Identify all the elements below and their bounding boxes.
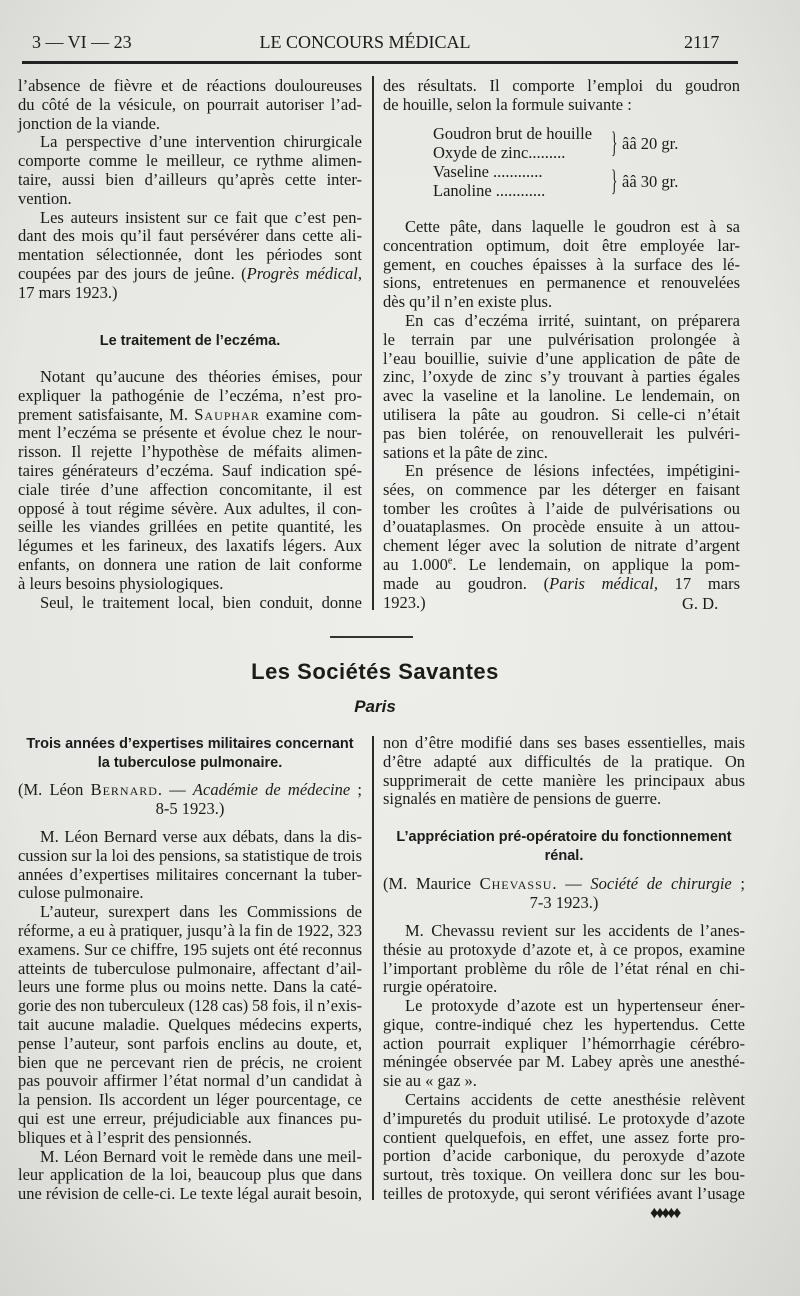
line-text: tait aucune maladie. Quelques médecins experts, — [18, 1014, 362, 1034]
article-heading — [18, 332, 362, 351]
text-line — [383, 425, 740, 444]
line-text: Les auteurs insistent sur ce fait que c’est pen- — [40, 207, 362, 227]
text-segment: 17 mars — [657, 573, 740, 593]
line-text: contient quelquefois, en effet, une assez forte pro- — [383, 1127, 745, 1147]
text-segment: . — — [552, 874, 591, 893]
text-line — [18, 1129, 362, 1148]
line-text: de houille, selon la formule suivante : — [383, 94, 632, 114]
line-text: signalés en matière de pensions de guerre. — [383, 789, 662, 809]
text-line — [18, 332, 362, 351]
line-text: teilles de protoxyde, qui seront vérifiées avant l’usage — [383, 1183, 745, 1203]
text-line — [383, 1147, 745, 1166]
text-line — [18, 1072, 362, 1091]
line-text: comporte comme le meilleur, ce rythme alimen- — [18, 151, 362, 171]
text-line — [18, 462, 362, 481]
text-line — [383, 274, 740, 293]
text-line — [18, 209, 362, 228]
article-heading — [18, 735, 362, 773]
section-title: Les Sociétés Savantes — [251, 659, 499, 684]
paragraph — [18, 133, 362, 208]
text-line — [18, 978, 362, 997]
line-text: Notant qu’aucune des théories émises, pour — [40, 367, 362, 386]
text-line — [18, 96, 362, 115]
line-text: sions, entretenues en permanence et renouvelées — [383, 273, 740, 293]
text-line — [383, 518, 740, 537]
brace-icon: } — [611, 126, 618, 159]
text-line — [383, 350, 740, 369]
line-text: M. Chevassu revient sur les accidents de l’anes- — [405, 921, 745, 940]
text-line — [383, 734, 745, 753]
line-text: M. Léon Bernard verse aux débats, dans la dis- — [40, 827, 362, 846]
text-line — [383, 256, 740, 275]
header-rule — [22, 61, 738, 64]
line-text: leurs une forme plus ou moins nette. Dans la caté- — [18, 977, 362, 997]
text-line — [383, 922, 745, 941]
line-text: seille les viandes grillées en petite quantité, les — [18, 517, 362, 537]
line-text: cussion sur la loi des pensions, sa statistique de trois — [18, 845, 362, 865]
line-text: gorie des non tuberculeux (128 cas) 58 fois, il n’exis- — [18, 996, 362, 1016]
paragraph — [18, 209, 362, 303]
text-segment: . Le lendemain, on applique la pom- — [452, 554, 740, 574]
line-text: gique, contre-indiqué chez les hypertendus. Cette — [383, 1014, 745, 1034]
text-line — [383, 1035, 745, 1054]
text-line — [18, 575, 362, 594]
line-text: Le protoxyde d’azote est un hypertenseur éner- — [405, 996, 745, 1015]
line-text: En cas d’eczéma irrité, suintant, on préparera — [405, 311, 740, 330]
line-text: d’être adapté aux difficultés de la pratique. On — [383, 751, 745, 771]
text-line — [18, 1110, 362, 1129]
text-line — [18, 847, 362, 866]
line-text: supprimerait de cette manière les principaux abus — [383, 770, 745, 790]
text-line — [383, 462, 740, 481]
paragraph — [18, 1148, 362, 1204]
author-name: Chevassu — [479, 874, 553, 893]
text-line — [383, 77, 740, 96]
signature: G. D. — [682, 594, 719, 613]
line-text: jonction de la viande. — [18, 113, 161, 133]
text-line — [18, 387, 362, 406]
line-text: atteints de tuberculose pulmonaire, affectant d’ail- — [18, 958, 362, 978]
line-text — [18, 265, 362, 284]
text-line — [18, 518, 362, 537]
line-text: L’appréciation pré-opératoire du fonctionnement — [396, 829, 732, 845]
paragraph — [18, 903, 362, 1147]
line-text: Cette pâte, dans laquelle le goudron est à sa — [405, 217, 740, 236]
text-line — [18, 133, 362, 152]
line-text: taires générateurs d’eczéma. Sauf indication spé- — [18, 460, 362, 480]
text-line — [383, 978, 745, 997]
line-text: taire, aussi bien d’ailleurs qu’après cette inter- — [18, 169, 362, 189]
line-text: 1923.) — [383, 592, 426, 612]
line-text: bien que ne percevant rien de précis, ne croient — [18, 1052, 362, 1072]
text-segment: e — [447, 555, 453, 567]
text-line — [18, 884, 362, 903]
line-text: pense l’auteur, sont parfois enclins au doute, et, — [18, 1033, 362, 1053]
text-line — [18, 171, 362, 190]
line-text: pas pouvoir affirmer l’état normal d’un candidat à — [18, 1071, 362, 1091]
formula-table — [433, 124, 733, 204]
text-line — [18, 556, 362, 575]
line-text: mentation sélectionnée, dont les périodes sont — [18, 245, 362, 265]
text-line — [18, 284, 362, 303]
text-line — [18, 997, 362, 1016]
text-line — [18, 1054, 362, 1073]
paragraph — [383, 922, 745, 997]
text-line — [18, 537, 362, 556]
paragraph — [383, 312, 740, 462]
line-text: M. Léon Bernard voit le remède dans une meil- — [40, 1146, 362, 1166]
line-text: tomber les croûtes à l’aide de pulvérisations ou — [383, 498, 740, 518]
line-text: à leurs besoins physiologiques. — [18, 573, 224, 593]
italic-text: Académie de médecine — [192, 780, 351, 799]
line-text: utilisera la pâte au goudron. Si celle-ci n’était — [383, 404, 740, 424]
paragraph — [18, 368, 362, 594]
text-line — [18, 1166, 362, 1185]
text-segment: made au goudron. ( — [383, 573, 550, 593]
column-divider — [372, 736, 374, 1200]
line-text: culose pulmonaire. — [18, 883, 144, 903]
paragraph — [383, 218, 740, 312]
text-line — [383, 894, 745, 913]
page-number: 2117 — [684, 32, 720, 52]
paragraph — [18, 594, 362, 613]
text-line — [383, 847, 745, 866]
line-text: légumes et les farineux, des laxatifs légers. Aux — [18, 536, 362, 556]
line-text — [383, 575, 740, 594]
line-text: une révision de celle-ci. Le texte légal aurait besoin, — [18, 1184, 362, 1204]
text-line — [18, 77, 362, 96]
text-line — [18, 265, 362, 284]
text-segment: prement satisfaisante, M. — [18, 404, 195, 424]
text-line — [18, 941, 362, 960]
text-line — [383, 237, 740, 256]
column-divider — [372, 76, 374, 610]
text-segment: examine com- — [259, 404, 362, 424]
line-text: méningée observée par M. Labey après une anesthé- — [383, 1052, 745, 1072]
text-line — [383, 997, 745, 1016]
formula-row: Oxyde de zinc......... — [433, 143, 566, 162]
paragraph — [383, 77, 740, 115]
text-segment: (M. Maurice — [383, 874, 480, 893]
text-line — [18, 1148, 362, 1167]
formula-row: Vaseline ............ — [433, 162, 543, 181]
text-line — [18, 781, 362, 800]
line-text: d’impuretés du produit utilisé. Le protoxyde d’azote — [383, 1108, 745, 1128]
line-text: des résultats. Il comporte l’emploi du goudron — [383, 76, 740, 95]
formula-amount: ââ 20 gr. — [622, 134, 679, 153]
line-text: rurgie opératoire. — [383, 977, 498, 997]
text-line — [18, 246, 362, 265]
italic-text: Progrès médical, — [246, 263, 362, 283]
line-text: zinc, l’oxyde de zinc s’y trouvant à parties égales — [383, 367, 740, 387]
line-text: années d’expertises militaires concernant la tuber- — [18, 864, 362, 884]
line-text: opposé à tout régime sévère. Aux adultes, il con- — [18, 498, 362, 518]
text-line — [18, 368, 362, 387]
text-line — [383, 772, 745, 791]
text-line — [383, 575, 740, 594]
line-text: l’important problème du rôle de l’état rénal en chi- — [383, 958, 745, 978]
text-line — [383, 556, 740, 575]
text-line — [383, 941, 745, 960]
text-line — [18, 594, 362, 613]
line-text: du côté de la vésicule, on pourrait autoriser l’ad- — [18, 94, 362, 114]
line-text: sie au « gaz ». — [383, 1071, 477, 1091]
text-segment: ; — [350, 780, 362, 799]
text-segment: . — — [157, 780, 193, 799]
line-text: réforme, a eu à pratiquer, jusqu’à la fin de 1922, 323 — [18, 920, 362, 940]
text-line — [383, 537, 740, 556]
text-line — [18, 1091, 362, 1110]
line-text: portion d’acide carbonique, du peroxyde d’azote — [383, 1146, 745, 1166]
line-text: chement léger avec la solution de nitrate d’argent — [383, 536, 740, 556]
formula-row: Lanoline ............ — [433, 181, 546, 200]
text-line — [18, 903, 362, 922]
line-text: leur application de la loi, beaucoup plus que dans — [18, 1165, 362, 1185]
text-line — [18, 1016, 362, 1035]
text-line — [18, 828, 362, 847]
section-subtitle: Paris — [354, 697, 396, 716]
line-text — [383, 875, 745, 894]
line-text: l’absence de fièvre et de réactions douloureuses — [18, 76, 362, 95]
line-text: L’auteur, surexpert dans les Commissions de — [40, 902, 362, 922]
italic-text: Paris médical, — [549, 573, 658, 593]
line-text: concentration optimum, doit être employée lar- — [383, 235, 740, 255]
text-line — [383, 790, 745, 809]
text-line — [383, 1091, 745, 1110]
text-line — [18, 500, 362, 519]
line-text: rénal. — [544, 847, 584, 864]
text-line — [383, 387, 740, 406]
line-text: Seul, le traitement local, bien conduit, donne — [40, 593, 362, 612]
author-name: Sauphar — [194, 404, 260, 424]
line-text: la tuberculose pulmonaire. — [97, 754, 283, 771]
text-line — [18, 1035, 362, 1054]
line-text: dès qu’il n’en existe plus. — [383, 292, 553, 312]
text-line — [383, 312, 740, 331]
line-text: sées, on commence par les déterger en faisant — [383, 479, 740, 499]
text-line — [383, 753, 745, 772]
line-text: le terrain par une pulvérisation prolongée à — [383, 329, 740, 349]
line-text: thésie au protoxyde d’azote et, à ce propos, examine — [383, 939, 745, 959]
line-text: expliquer la pathogénie de l’eczéma, n’est pro- — [18, 385, 362, 405]
text-line — [18, 735, 362, 754]
text-line — [383, 1185, 745, 1204]
line-text: 8-5 1923.) — [155, 798, 225, 818]
text-segment: coupées par des jours de jeûne. ( — [18, 263, 247, 283]
ornament-diamonds-icon: ♦♦♦♦♦ — [650, 1203, 679, 1222]
text-segment: (M. Léon — [18, 780, 91, 799]
line-text: avec la vaseline et la lanoline. Le lendemain, on — [383, 386, 740, 406]
text-line — [18, 115, 362, 134]
line-text: enfants, on donnera une ration de lait conforme — [18, 554, 362, 574]
line-text: qui est une erreur, préjudiciable aux finances pu- — [18, 1108, 362, 1128]
text-line — [383, 1110, 745, 1129]
text-line — [18, 424, 362, 443]
text-line — [383, 500, 740, 519]
text-line — [383, 293, 740, 312]
text-line — [383, 96, 740, 115]
paragraph — [383, 462, 740, 612]
text-line — [18, 152, 362, 171]
text-line — [383, 368, 740, 387]
text-line — [18, 866, 362, 885]
text-segment: au 1.000 — [383, 554, 448, 574]
paragraph — [383, 997, 745, 1091]
text-line — [383, 444, 740, 463]
text-line — [383, 1016, 745, 1035]
text-line — [18, 481, 362, 500]
text-line — [383, 1053, 745, 1072]
text-line — [18, 922, 362, 941]
line-text: l’eau bouillie, suivie d’une application de pâte de — [383, 348, 740, 368]
line-text: sations et la pâte de zinc. — [383, 442, 548, 462]
citation — [18, 781, 362, 819]
formula-amount: ââ 30 gr. — [622, 172, 679, 191]
line-text: Le traitement de l’eczéma. — [99, 333, 281, 349]
text-line — [18, 800, 362, 819]
page-date: 3 — VI — 23 — [32, 32, 132, 52]
text-line — [18, 960, 362, 979]
line-text: 17 mars 1923.) — [18, 282, 118, 302]
line-text: la pension. Ils accordent un léger pourcentage, ce — [18, 1090, 362, 1110]
formula-row: Goudron brut de houille — [433, 124, 593, 143]
line-text: vention. — [18, 188, 72, 208]
section-divider — [330, 636, 413, 638]
line-text: risson. Il rejette l’hypothèse de méfaits alimen- — [18, 442, 362, 462]
line-text — [18, 406, 362, 425]
text-line — [383, 828, 745, 847]
line-text: dant des mois qu’il faut persévérer dans cette ali- — [18, 226, 362, 246]
text-segment: ; — [731, 874, 746, 893]
text-line — [383, 875, 745, 894]
journal-title: LE CONCOURS MÉDICAL — [259, 32, 471, 52]
line-text — [383, 556, 740, 575]
line-text: 7-3 1923.) — [529, 892, 599, 912]
line-text: bliques et à l’esprit des pensionnés. — [18, 1127, 252, 1147]
text-line — [18, 754, 362, 773]
text-line — [383, 1072, 745, 1091]
line-text: La perspective d’une intervention chirurgicale — [40, 132, 362, 152]
text-line — [383, 331, 740, 350]
paragraph — [18, 77, 362, 133]
text-line — [18, 406, 362, 425]
line-text — [18, 781, 362, 800]
text-line — [18, 443, 362, 462]
italic-text: Société de chirurgie — [590, 874, 732, 893]
line-text: examens. Sur ce chiffre, 195 sujets ont été reconnus — [18, 939, 362, 959]
paragraph — [383, 1091, 745, 1204]
line-text: gement, en couches épaisses à la surface des lé- — [383, 254, 740, 274]
text-line — [18, 190, 362, 209]
text-line — [383, 1166, 745, 1185]
line-text: non d’être modifié dans ses bases essentielles, mais — [383, 733, 745, 752]
line-text: Trois années d’expertises militaires concernant — [26, 736, 354, 752]
line-text: ment l’eczéma se présente et évolue chez le nour- — [18, 423, 362, 443]
line-text: surtout, très toxique. On veillera donc sur les bou- — [383, 1165, 745, 1185]
citation — [383, 875, 745, 913]
text-line — [383, 960, 745, 979]
brace-icon: } — [611, 164, 618, 197]
line-text: Certains accidents de cette anesthésie relèvent — [405, 1090, 745, 1109]
line-text: ciale tirée d’une affection concomitante, il est — [18, 479, 362, 499]
line-text: action pourrait expliquer l’hémorrhagie cérébro- — [383, 1033, 745, 1053]
text-line — [383, 406, 740, 425]
text-line — [18, 227, 362, 246]
text-line — [383, 1129, 745, 1148]
text-line — [18, 1185, 362, 1204]
author-name: Bernard — [90, 780, 158, 799]
paragraph — [383, 734, 745, 809]
text-line — [383, 218, 740, 237]
line-text: pas bien tolérée, on renouvellerait les pulvéri- — [383, 423, 740, 443]
article-heading — [383, 828, 745, 866]
line-text: d’ouataplasmes. On procède ensuite à un attou- — [383, 517, 740, 537]
line-text: En présence de lésions infectées, impétigini- — [405, 461, 740, 480]
paragraph — [18, 828, 362, 903]
text-line — [383, 481, 740, 500]
